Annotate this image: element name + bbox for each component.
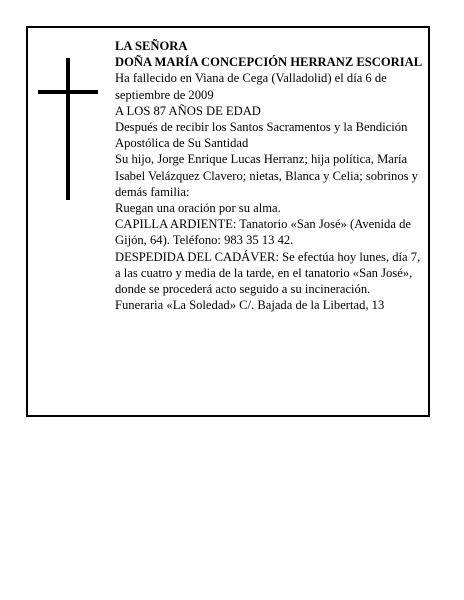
sacraments-line: Después de recibir los Santos Sacramentos y la Bendición Apostólica de Su Santidad: [115, 120, 408, 151]
prayer-line: Ruegan una oración por su alma.: [115, 201, 281, 216]
age-line: A LOS 87 AÑOS DE EDAD: [115, 103, 261, 118]
death-details: Ha fallecido en Viana de Cega (Valladolid) el día 6 de septiembre de 2009: [115, 71, 387, 102]
cross-vertical-bar: [66, 58, 70, 200]
funeral-home-line: Funeraria «La Soledad» C/. Bajada de la Libertad, 13: [115, 298, 385, 313]
chapel-line: CAPILLA ARDIENTE: Tanatorio «San José» (Avenida de Gijón, 64). Teléfono: 983 35 13 42.: [115, 217, 411, 248]
family-line: Su hijo, Jorge Enrique Lucas Herranz; hija política, María Isabel Velázquez Clavero; nietas, Blanca y Celia; sobrinos y demás familia:: [115, 152, 418, 199]
cross-horizontal-bar: [38, 90, 98, 94]
notice-title-line1: LA SEÑORA: [115, 39, 188, 53]
farewell-line: DESPEDIDA DEL CADÁVER: Se efectúa hoy lunes, día 7, a las cuatro y media de la tarde, en el tanatorio «San José», donde se procederá acto seguido a su incineración.: [115, 249, 421, 297]
deceased-name: DOÑA MARÍA CONCEPCIÓN HERRANZ ESCORIAL: [115, 55, 423, 70]
notice-text: [115, 38, 423, 313]
obituary-notice: [26, 26, 430, 417]
cross-icon: [38, 58, 98, 200]
